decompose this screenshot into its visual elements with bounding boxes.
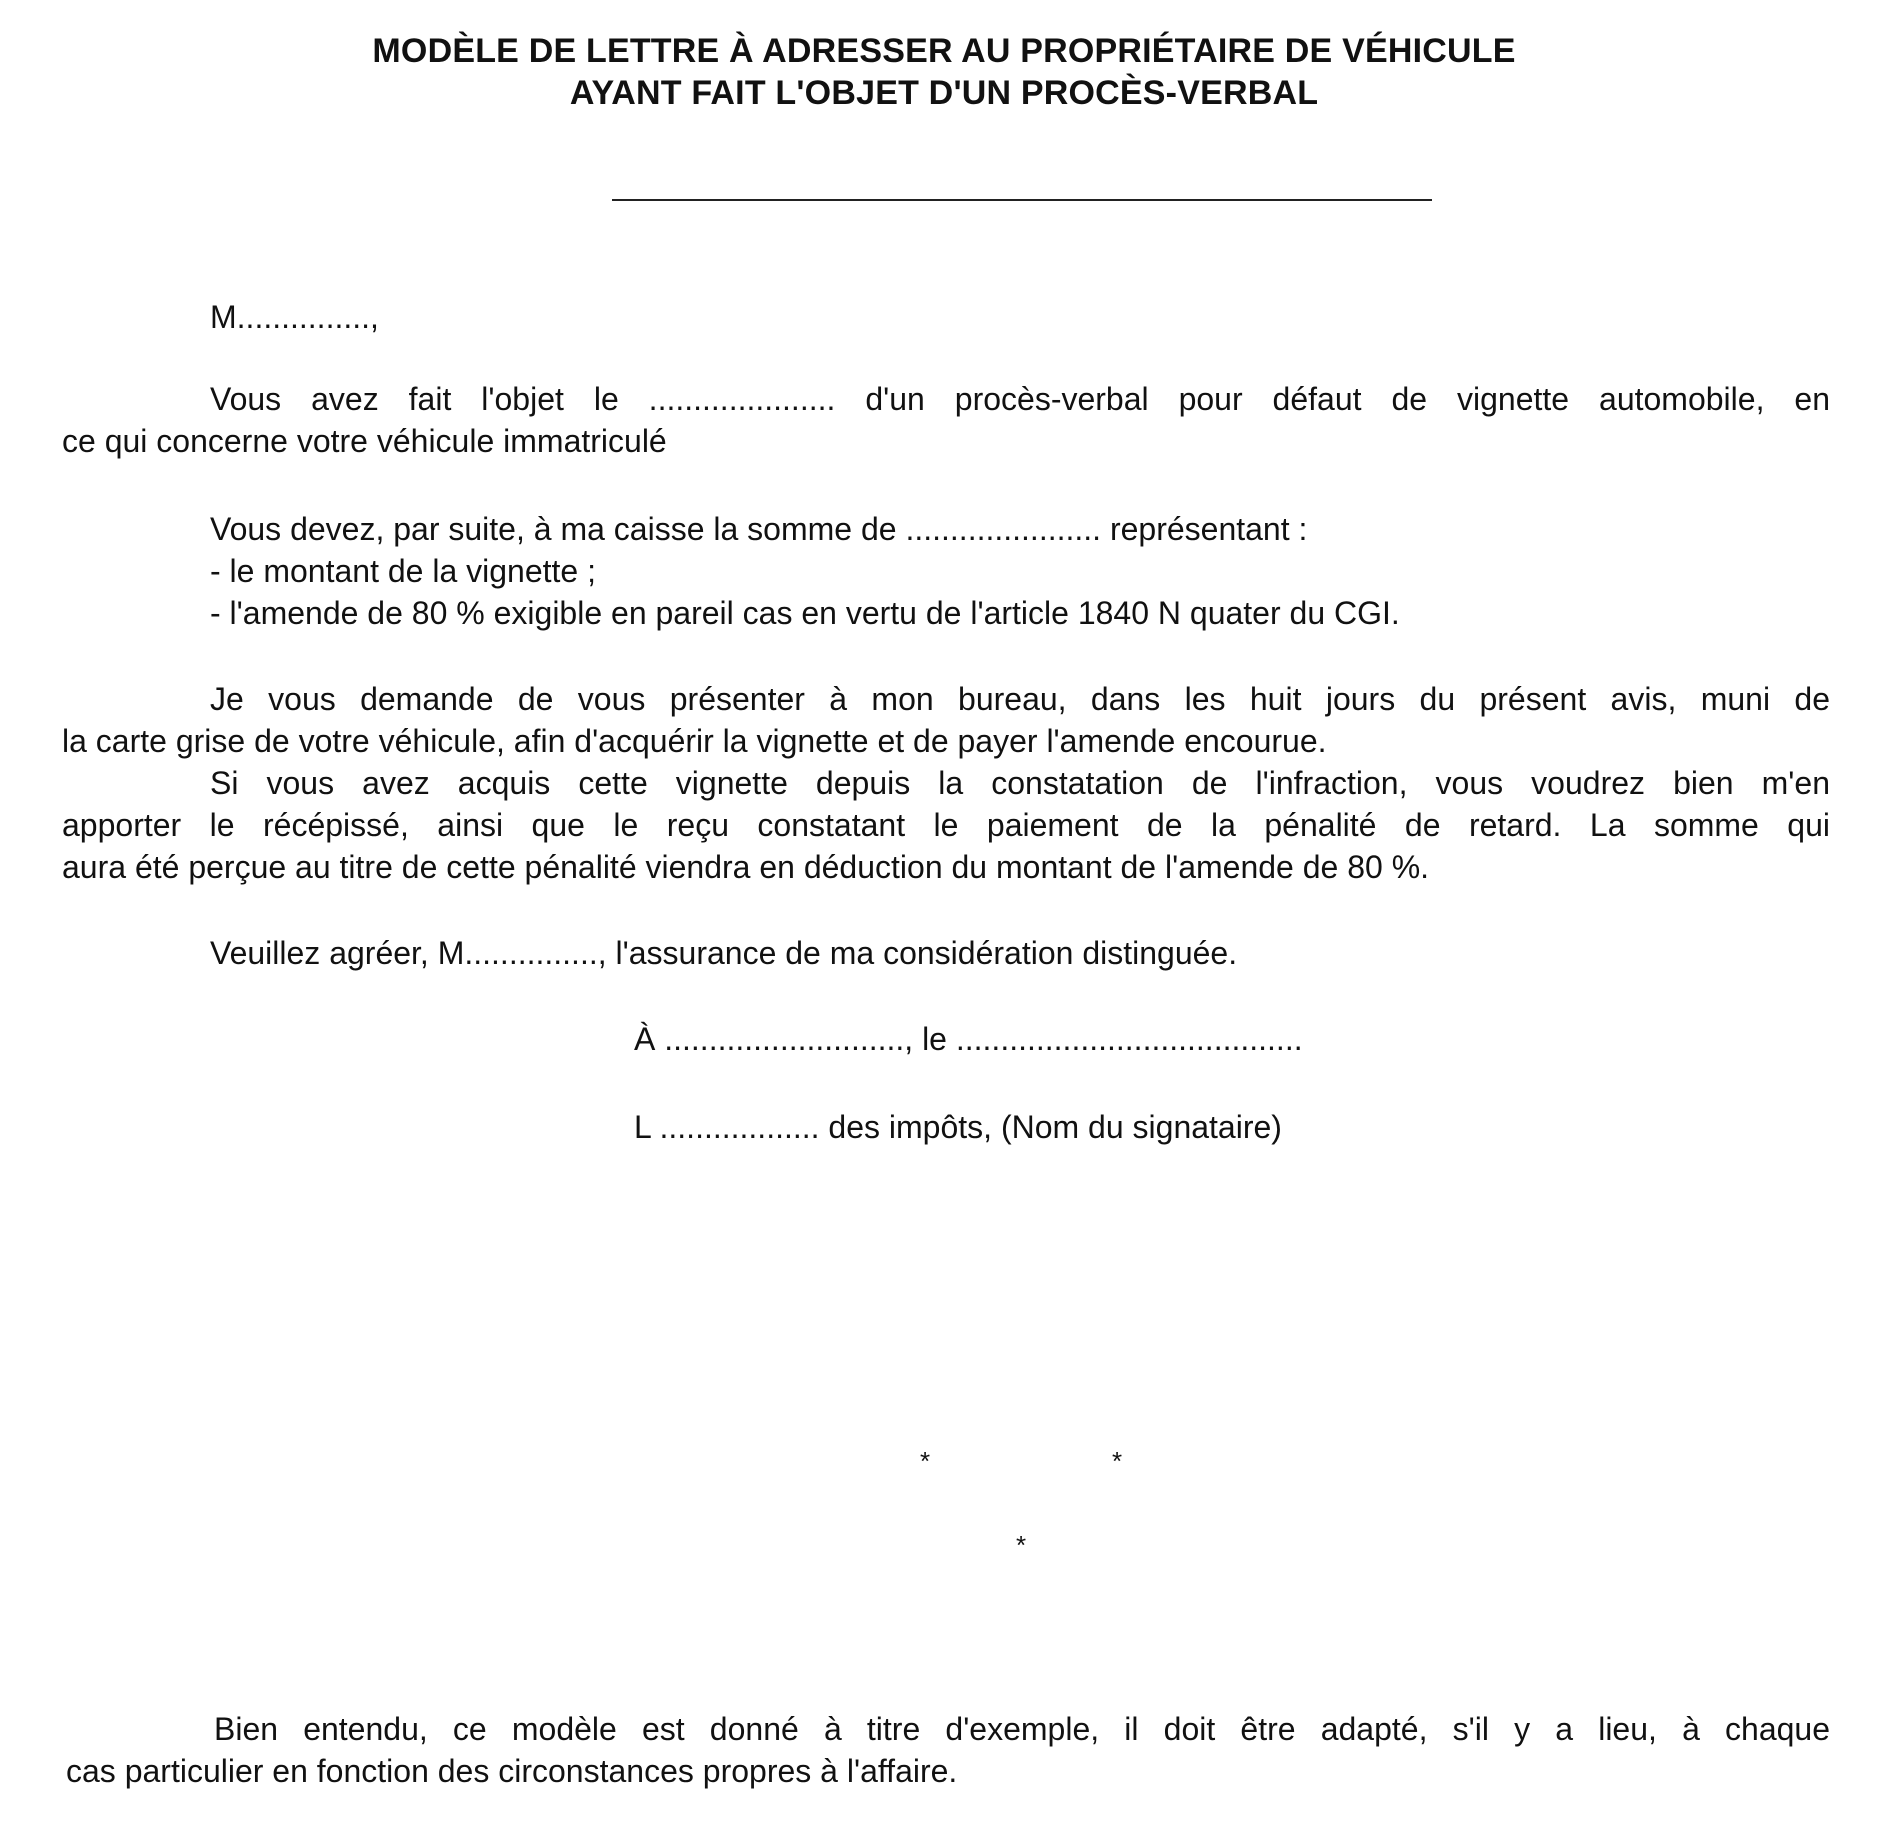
paragraph-1-line-2: ce qui concerne votre véhicule immatriculé [62, 423, 667, 459]
paragraph-2-line-1: Vous devez, par suite, à ma caisse la somme de ...................... représentant : [210, 511, 1308, 547]
paragraph-3-line-2: la carte grise de votre véhicule, afin d'acquérir la vignette et de payer l'amende encourue. [62, 723, 1327, 759]
separator-star-bottom: * [1016, 1530, 1027, 1560]
note-line-1: Bien entendu, ce modèle est donné à titre d'exemple, il doit être adapté, s'il y a lieu, à chaque [214, 1711, 1830, 1747]
document-title-line-2: AYANT FAIT L'OBJET D'UN PROCÈS-VERBAL [569, 74, 1319, 112]
paragraph-3-line-1: Je vous demande de vous présenter à mon bureau, dans les huit jours du présent avis, muni de [210, 681, 1830, 717]
paragraph-4-line-3: aura été perçue au titre de cette pénalité viendra en déduction du montant de l'amende de 80 %. [62, 849, 1430, 885]
title-underline [612, 199, 1432, 201]
document-title-line-1: MODÈLE DE LETTRE À ADRESSER AU PROPRIÉTAIRE DE VÉHICULE [372, 32, 1516, 70]
separator-star-left: * [920, 1446, 931, 1476]
salutation: M..............., [210, 299, 379, 335]
paragraph-4-line-1: Si vous avez acquis cette vignette depuis la constatation de l'infraction, vous voudrez bien m'en [210, 765, 1830, 801]
place-and-date: À ..........................., le ....................................... [634, 1021, 1303, 1057]
paragraph-2-item-1: - le montant de la vignette ; [210, 553, 596, 589]
closing-formula: Veuillez agréer, M..............., l'assurance de ma considération distinguée. [210, 935, 1238, 971]
signatory: L .................. des impôts, (Nom du signataire) [634, 1109, 1282, 1145]
paragraph-4-line-2: apporter le récépissé, ainsi que le reçu constatant le paiement de la pénalité de retard. La somme qui [62, 807, 1830, 843]
paragraph-2-item-2: - l'amende de 80 % exigible en pareil cas en vertu de l'article 1840 N quater du CGI. [210, 595, 1400, 631]
paragraph-1-line-1: Vous avez fait l'objet le ..................... d'un procès-verbal pour défaut de vignette automobile, en [210, 381, 1830, 417]
separator-star-right: * [1112, 1446, 1123, 1476]
note-line-2: cas particulier en fonction des circonstances propres à l'affaire. [66, 1753, 958, 1789]
